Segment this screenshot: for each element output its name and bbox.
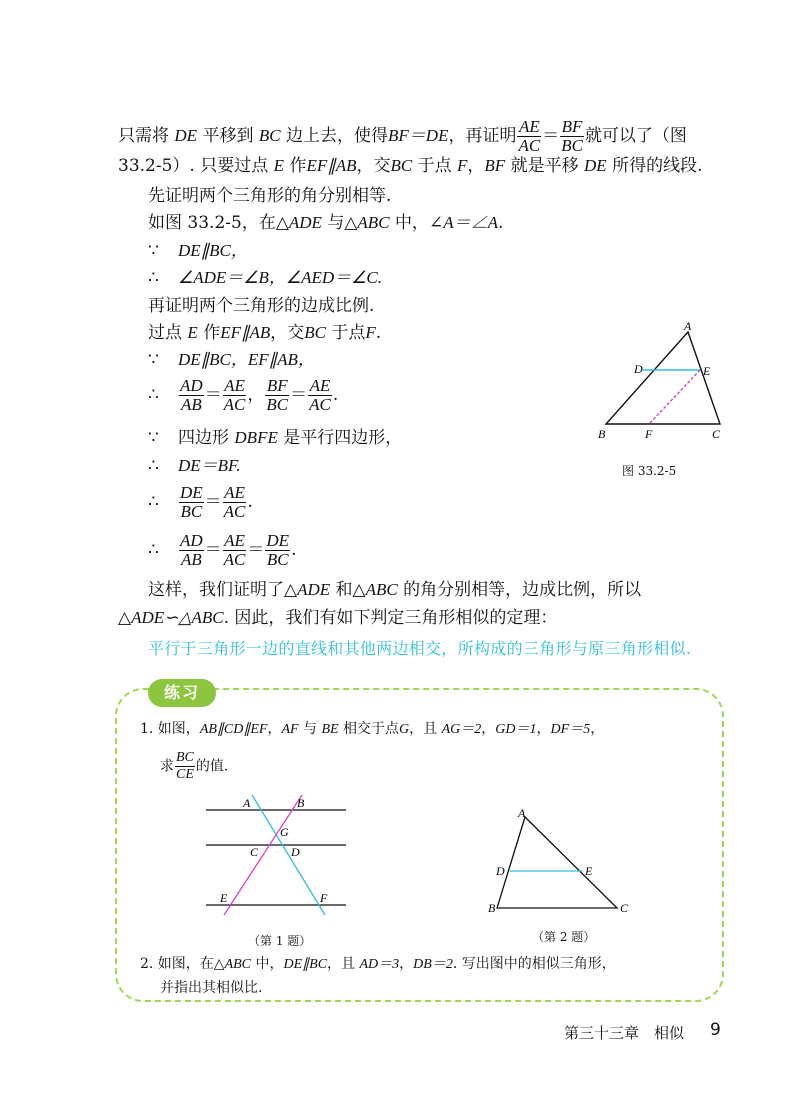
label-A: A <box>243 796 251 810</box>
line-14: ∴ $\frac{AD}{AB}$ ＝ $\frac{AE}{AC}$ ＝ $\frac{DE}{BC}$ . <box>148 531 297 569</box>
label-G: G <box>280 825 289 839</box>
line-12: ∴ DE＝BF. <box>148 456 241 476</box>
label-D: D <box>496 864 505 878</box>
line-6: ∴ ∠ADE＝∠B，∠AED＝∠C. <box>148 268 383 288</box>
question-2-cont: 并指出其相似比. <box>160 980 263 996</box>
label-F: F <box>645 427 653 441</box>
line-15: 这样，我们证明了△ADE 和△ABC 的角分别相等，边成比例，所以 <box>148 580 642 600</box>
exercise-figure-2 <box>485 805 635 915</box>
frac-ae-ac: $\frac{AE}{AC}$ <box>518 117 541 155</box>
line-16: △ADE∽△ABC. 因此，我们有如下判定三角形相似的定理： <box>118 608 558 628</box>
label-B: B <box>297 796 305 810</box>
label-D: D <box>291 845 300 859</box>
line-8: 过点 E 作EF∥AB，交BC 于点F. <box>148 323 382 343</box>
line-4: 如图 33.2-5，在△ADE 与△ABC 中，∠A＝∠A. <box>148 213 504 233</box>
question-1-cont: 求 $\frac{BC}{CE}$ 的值. <box>160 750 229 782</box>
theorem-statement: 平行于三角形一边的直线和其他两边相交，所构成的三角形与原三角形相似. <box>148 639 692 658</box>
label-A: A <box>518 806 526 820</box>
label-D: D <box>634 362 643 376</box>
page-number: 9 <box>710 1020 721 1040</box>
line-3: 先证明两个三角形的角分别相等. <box>148 186 392 206</box>
line-10: ∴ $\frac{AD}{AB}$ ＝ $\frac{AE}{AC}$ ， $\frac{BF}{BC}$ ＝ $\frac{AE}{AC}$ . <box>148 376 339 414</box>
label-C: C <box>620 901 629 915</box>
question-1: 1. 如图，AB∥CD∥EF，AF 与 BE 相交于点G，且 AG＝2，GD＝1，DF＝5， <box>140 721 605 737</box>
line-11: ∵ 四边形 DBFE 是平行四边形， <box>148 428 403 448</box>
figure-33-2-5 <box>590 320 740 450</box>
chapter-title: 第三十三章 相似 <box>564 1024 685 1042</box>
question-2: 2. 如图，在△ABC 中，DE∥BC，且 AD＝3，DB＝2. 写出图中的相似三角形， <box>140 956 616 972</box>
line-13: ∴ $\frac{DE}{BC}$ ＝ $\frac{AE}{AC}$ . <box>148 483 253 521</box>
para1b-line: 33.2-5）. 只要过点 E 作EF∥AB，交BC 于点 F，BF 就是平移 DE 所得的线段. <box>118 156 703 176</box>
exercise-figure-1 <box>200 793 360 923</box>
label-A: A <box>684 320 692 333</box>
para1-line: 只需将 DE 平移到 BC 边上去，使得BF＝DE，再证明 $\frac{AE}{AC}$ ＝ $\frac{BF}{BC}$ 就可以了（图 <box>118 117 687 155</box>
caption-q2: （第 2 题） <box>532 930 596 944</box>
caption-q1: （第 1 题） <box>248 934 312 948</box>
label-E: E <box>585 864 593 878</box>
label-B: B <box>488 901 496 915</box>
label-B: B <box>598 427 606 441</box>
label-F: F <box>320 891 328 905</box>
line-9: ∵ DE∥BC，EF∥AB， <box>148 350 315 370</box>
label-C: C <box>712 427 721 441</box>
figure-caption: 图 33.2-5 <box>622 464 677 478</box>
label-E: E <box>703 364 711 378</box>
label-E: E <box>220 891 228 905</box>
exercise-badge: 练习 <box>148 679 216 707</box>
line-7: 再证明两个三角形的边成比例. <box>148 296 375 316</box>
label-C: C <box>250 845 259 859</box>
line-5: ∵ DE∥BC， <box>148 241 248 261</box>
frac-bf-bc: $\frac{BF}{BC}$ <box>561 117 583 155</box>
